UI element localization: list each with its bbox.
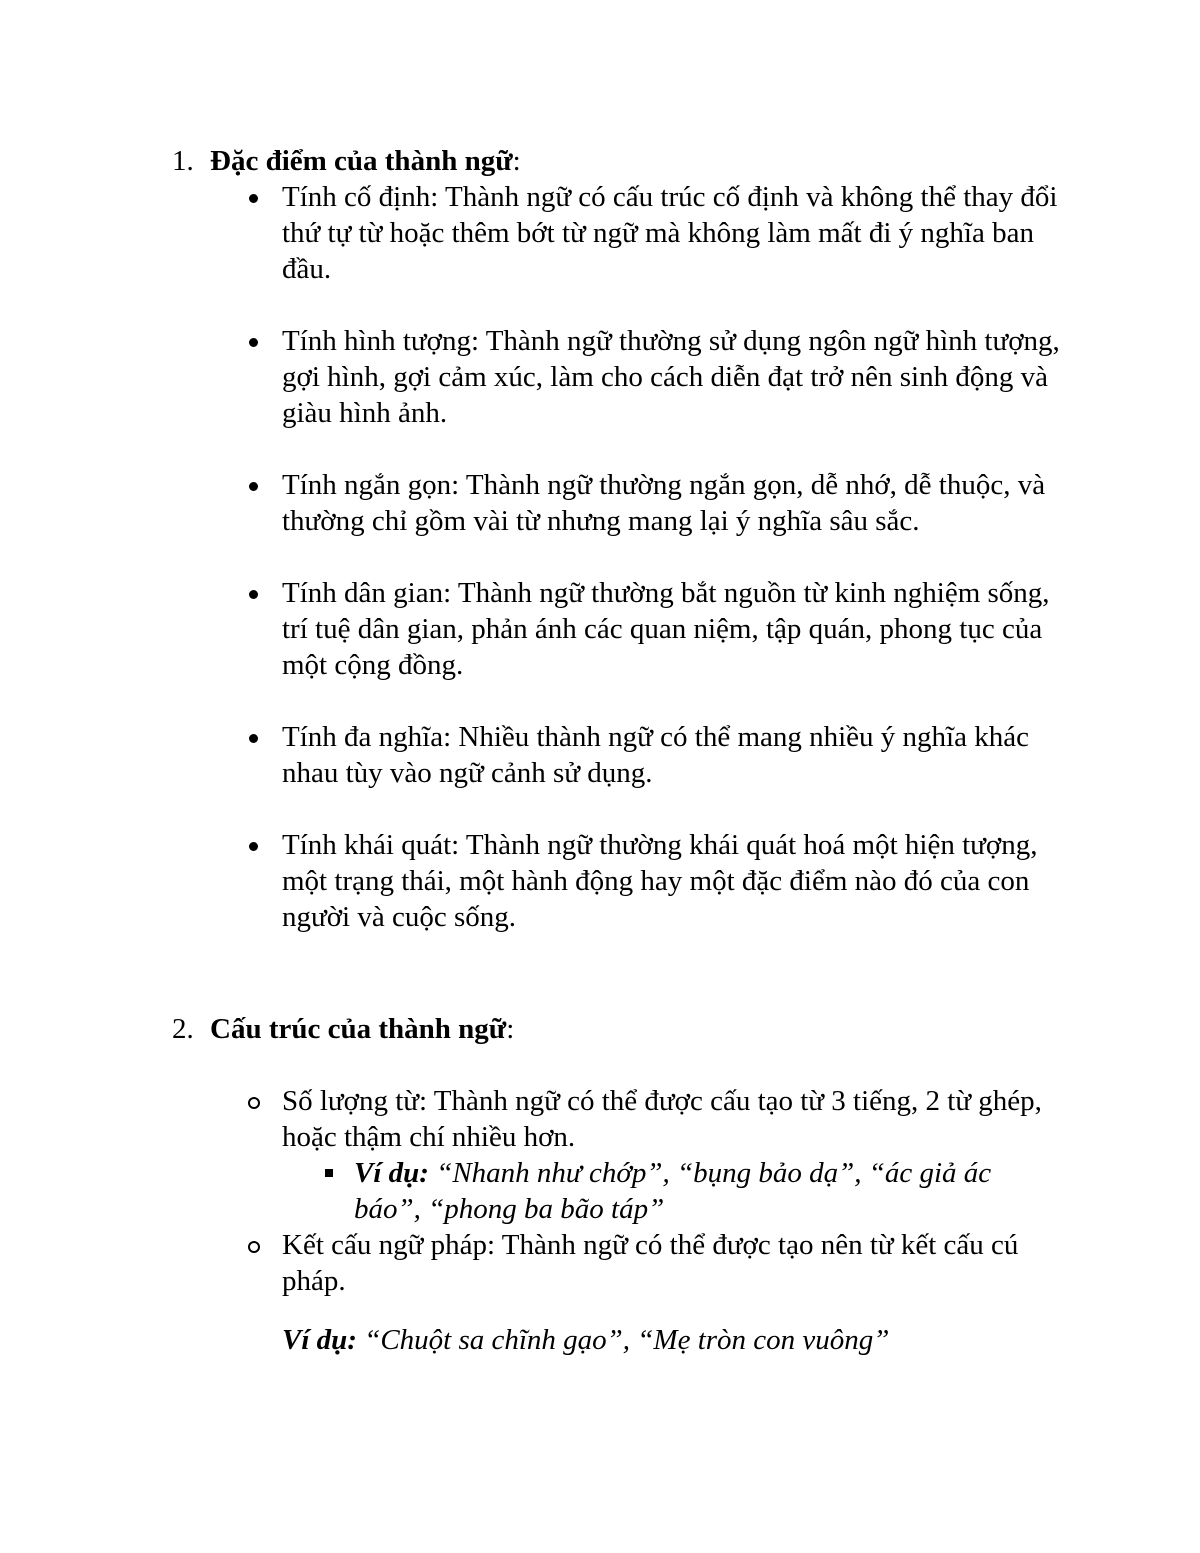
list-item-text: Tính hình tượng: Thành ngữ thường sử dụng ngôn ngữ hình tượng, gợi hình, gợi cảm xúc, làm cho cách diễn đạt trở nên sinh động và giàu hình ảnh.: [282, 325, 1060, 429]
example-text: “Chuột sa chĩnh gạo”, “Mẹ tròn con vuông”: [356, 1324, 890, 1356]
list-item: [172, 575, 1062, 683]
section-title: Cấu trúc của thành ngữ: [210, 1013, 507, 1045]
bullet-icon: [249, 482, 258, 491]
circle-bullet-icon: [248, 1097, 260, 1109]
circle-bullet-icon: [248, 1241, 260, 1253]
section-structure: [172, 1011, 1062, 1299]
list-item-text: Số lượng từ: Thành ngữ có thể được cấu tạo từ 3 tiếng, 2 từ ghép, hoặc thậm chí nhiều hơn.: [282, 1085, 1042, 1153]
list-item: [172, 1227, 1062, 1299]
bullet-icon: [249, 842, 258, 851]
list-item: [172, 827, 1062, 935]
list-item-text: Kết cấu ngữ pháp: Thành ngữ có thể được tạo nên từ kết cấu cú pháp.: [282, 1229, 1019, 1297]
example-label: Ví dụ:: [354, 1157, 429, 1189]
section-heading: [172, 1011, 1062, 1047]
list-item: [172, 1083, 1062, 1227]
square-bullet-icon: [325, 1169, 333, 1177]
list-item: [172, 323, 1062, 431]
bullet-icon: [249, 194, 258, 203]
section-number: 1.: [172, 145, 194, 177]
section-characteristics: [172, 143, 1062, 971]
example-line: [282, 1322, 889, 1358]
example-sublist: [282, 1155, 1062, 1227]
list-item: [172, 179, 1062, 287]
list-item: [172, 467, 1062, 539]
characteristics-list: [172, 179, 1062, 935]
section-heading: [172, 143, 1062, 179]
list-item-text: Tính khái quát: Thành ngữ thường khái quát hoá một hiện tượng, một trạng thái, một hành động hay một đặc điểm nào đó của con người và cuộc sống.: [282, 829, 1038, 933]
bullet-icon: [249, 338, 258, 347]
section-title: Đặc điểm của thành ngữ: [210, 145, 513, 177]
heading-colon: :: [512, 145, 521, 177]
list-item-text: Tính cố định: Thành ngữ có cấu trúc cố định và không thể thay đổi thứ tự từ hoặc thêm bớt từ ngữ mà không làm mất đi ý nghĩa ban đầu.: [282, 181, 1058, 285]
structure-list: [172, 1083, 1062, 1299]
section-number: 2.: [172, 1013, 194, 1045]
list-item-text: Tính đa nghĩa: Nhiều thành ngữ có thể mang nhiều ý nghĩa khác nhau tùy vào ngữ cảnh sử dụng.: [282, 721, 1029, 789]
heading-colon: :: [506, 1013, 515, 1045]
example-label: Ví dụ:: [282, 1324, 357, 1356]
list-item: [172, 719, 1062, 791]
list-item-text: Tính dân gian: Thành ngữ thường bắt nguồn từ kinh nghiệm sống, trí tuệ dân gian, phản ánh các quan niệm, tập quán, phong tục của một cộng đồng.: [282, 577, 1050, 681]
example-item: [282, 1155, 1062, 1227]
list-item-text: Tính ngắn gọn: Thành ngữ thường ngắn gọn, dễ nhớ, dễ thuộc, và thường chỉ gồm vài từ nhưng mang lại ý nghĩa sâu sắc.: [282, 469, 1046, 537]
bullet-icon: [249, 734, 258, 743]
bullet-icon: [249, 590, 258, 599]
example-text: “Nhanh như chớp”, “bụng bảo dạ”, “ác giả ác báo”, “phong ba bão táp”: [354, 1157, 992, 1225]
